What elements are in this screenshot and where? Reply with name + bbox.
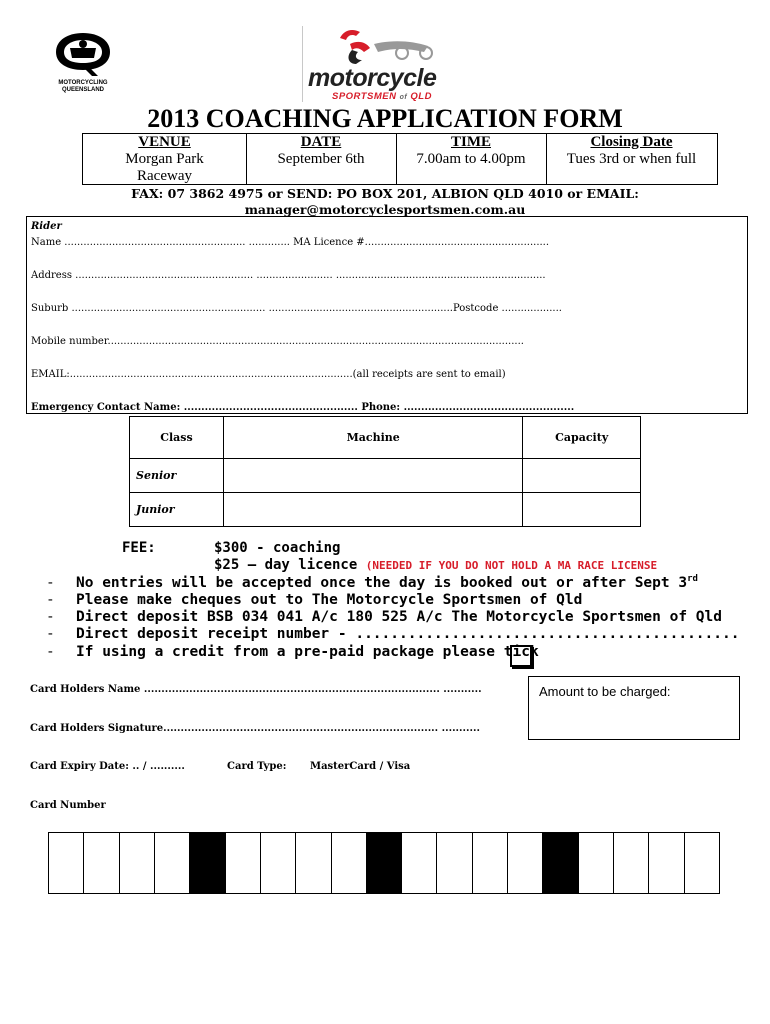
date-value: September 6th	[277, 151, 365, 167]
card-expiry-field[interactable]: Card Expiry Date: .. / ..........	[30, 761, 185, 772]
amount-to-charge-box[interactable]	[528, 676, 740, 740]
card-number-label: Card Number	[30, 800, 106, 811]
card-number-digit-cell[interactable]	[332, 833, 367, 893]
card-holder-name-field[interactable]: Card Holders Name ..................................................................................... ...........	[30, 684, 482, 695]
card-number-digit-cell[interactable]	[402, 833, 437, 893]
time-label: TIME	[450, 134, 491, 150]
date-cell	[246, 134, 397, 184]
bullet-direct-deposit: - Direct deposit BSB 034 041 A/c 180 525 A/c The Motorcycle Sportsmen of Qld	[46, 609, 723, 625]
right-logo-subtitle	[332, 91, 432, 102]
emergency-contact-field[interactable]: Emergency Contact Name: .................................................. Phone: .................................................	[31, 402, 575, 413]
venue-value: Morgan Park Raceway	[125, 151, 204, 184]
card-number-digit-cell[interactable]	[261, 833, 296, 893]
card-number-separator	[367, 833, 402, 893]
junior-capacity-cell[interactable]	[523, 493, 641, 527]
card-number-separator	[543, 833, 578, 893]
left-logo-text: MOTORCYCLING QUEENSLAND	[58, 80, 108, 93]
time-value: 7.00am to 4.00pm	[416, 151, 526, 167]
amount-label: Amount to be charged:	[539, 684, 671, 699]
bullet-entries: - No entries will be accepted once the day is booked out or after Sept 3rd	[46, 574, 698, 591]
card-type-label: Card Type:	[227, 761, 287, 772]
closing-value: Tues 3rd or when full	[566, 151, 697, 167]
junior-machine-cell[interactable]	[223, 493, 522, 527]
bullet-cheques: - Please make cheques out to The Motorcycle Sportsmen of Qld	[46, 592, 583, 608]
address-field[interactable]: Address ........................................................ ........................ ..................................................................	[31, 270, 546, 281]
fee-day-licence-text: $25 – day licence	[214, 557, 358, 573]
card-number-digit-cell[interactable]	[614, 833, 649, 893]
rider-heading: Rider	[31, 221, 62, 232]
bullet-receipt-number[interactable]: - Direct deposit receipt number - ............................................	[46, 626, 740, 642]
card-holder-signature-field[interactable]: Card Holders Signature............................................................................... ...........	[30, 723, 480, 734]
rider-details-box	[26, 216, 748, 414]
contact-line-1: FAX: 07 3862 4975 or SEND: PO BOX 201, ALBION QLD 4010 or EMAIL:	[131, 186, 639, 201]
superscript-rd: rd	[687, 574, 698, 584]
right-logo-of: of	[399, 94, 408, 101]
fee-label: FEE:	[122, 540, 156, 556]
card-number-digit-cell[interactable]	[473, 833, 508, 893]
card-number-digit-cell[interactable]	[579, 833, 614, 893]
right-logo-word: motorcycle	[308, 64, 437, 92]
event-info-table	[82, 133, 718, 185]
card-number-digit-cell[interactable]	[120, 833, 155, 893]
bullet-prepaid-credit: - If using a credit from a pre-paid package please tick	[46, 644, 539, 660]
closing-label: Closing Date	[590, 134, 673, 150]
card-number-grid	[48, 832, 720, 894]
time-cell	[396, 134, 547, 184]
mobile-field[interactable]: Mobile number...................................................................................................................................	[31, 336, 524, 347]
card-type-value: MasterCard / Visa	[310, 761, 411, 772]
form-title: 2013 COACHING APPLICATION FORM	[147, 104, 623, 133]
senior-capacity-cell[interactable]	[523, 459, 641, 493]
contact-line	[0, 186, 770, 218]
card-number-digit-cell[interactable]	[296, 833, 331, 893]
date-label: DATE	[300, 134, 342, 150]
card-number-digit-cell[interactable]	[49, 833, 84, 893]
name-field[interactable]: Name ......................................................... ............. MA Licence #..........................................................	[31, 237, 550, 248]
email-field[interactable]: EMAIL:.........................................................................................(all receipts are sent to email)	[31, 369, 506, 380]
machine-header: Machine	[223, 417, 522, 459]
right-logo-qld: QLD	[410, 91, 432, 102]
right-logo-sportsmen: SPORTSMEN	[332, 91, 397, 102]
junior-row-label: Junior	[130, 493, 224, 527]
senior-row-label: Senior	[130, 459, 224, 493]
fee-day-licence	[214, 557, 657, 573]
fee-coaching: $300 - coaching	[214, 540, 341, 556]
capacity-header: Capacity	[523, 417, 641, 459]
prepaid-tick-checkbox[interactable]	[510, 645, 532, 667]
senior-machine-cell[interactable]	[223, 459, 522, 493]
card-number-digit-cell[interactable]	[84, 833, 119, 893]
contact-email: manager@motorcyclesportsmen.com.au	[244, 202, 526, 217]
licence-note: (NEEDED IF YOU DO NOT HOLD A MA RACE LICENSE	[365, 559, 658, 572]
card-number-digit-cell[interactable]	[155, 833, 190, 893]
card-number-digit-cell[interactable]	[649, 833, 684, 893]
card-number-digit-cell[interactable]	[685, 833, 719, 893]
venue-cell	[83, 134, 247, 184]
suburb-field[interactable]: Suburb ............................................................. ..........................................................Postcode ...................	[31, 303, 562, 314]
card-number-separator	[190, 833, 225, 893]
card-number-digit-cell[interactable]	[508, 833, 543, 893]
card-number-digit-cell[interactable]	[226, 833, 261, 893]
closing-cell	[546, 134, 717, 184]
venue-label: VENUE	[138, 134, 191, 150]
card-number-digit-cell[interactable]	[437, 833, 472, 893]
class-table	[129, 416, 641, 526]
class-header: Class	[130, 417, 224, 459]
